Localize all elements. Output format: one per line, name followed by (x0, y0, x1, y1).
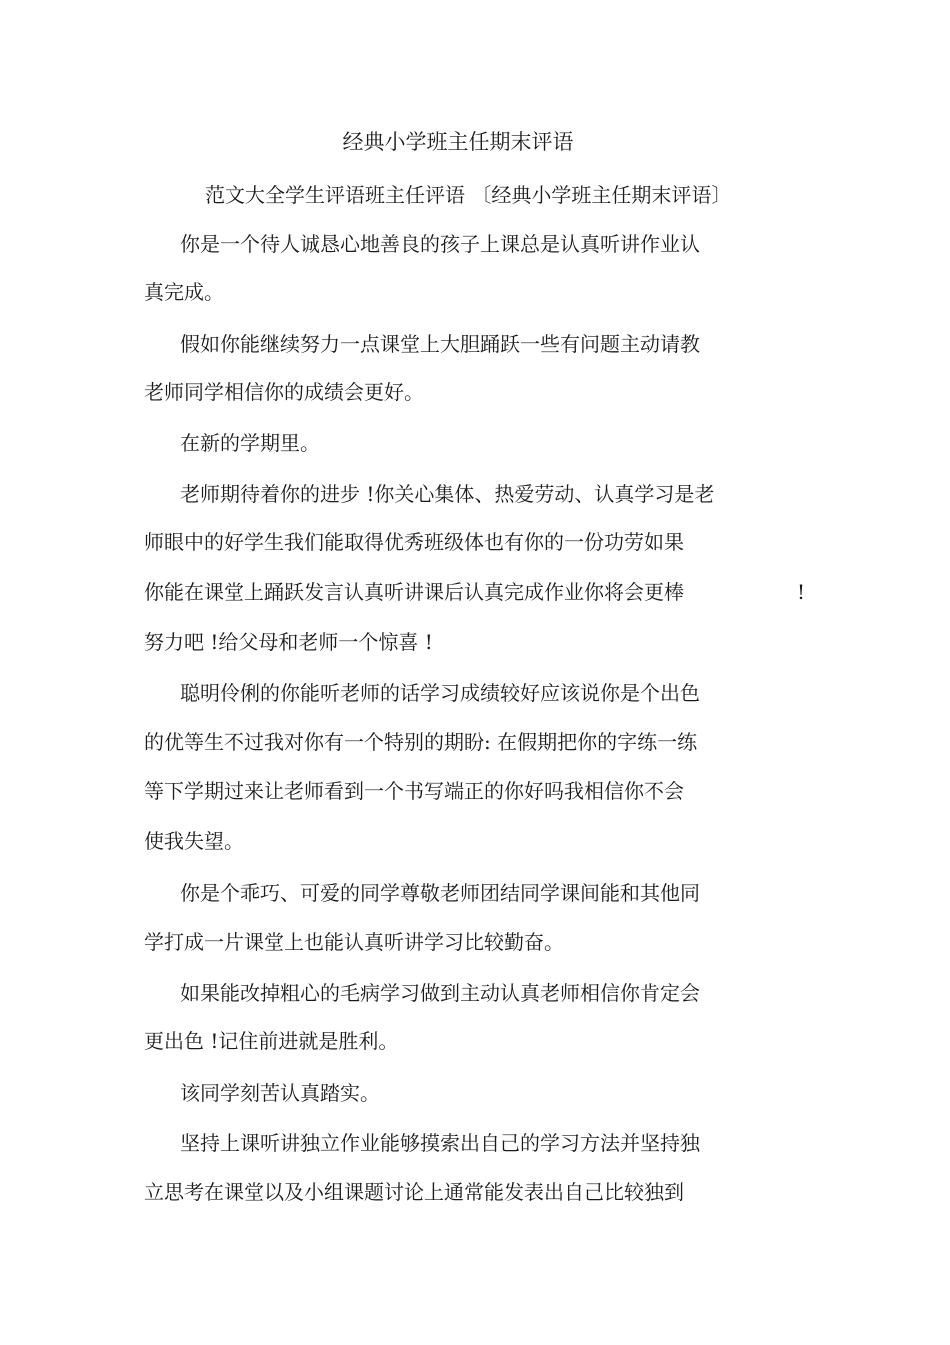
text-line: 老师同学相信你的成绩会更好。 (144, 380, 424, 404)
text-line: 你能在课堂上踊跃发言认真听讲课后认真完成作业你将会更棒 (144, 580, 684, 604)
text-line: 你是个乖巧、可爱的同学尊敬老师团结同学课间能和其他同 (180, 881, 700, 905)
text-line: 努力吧 !给父母和老师一个惊喜 ! (144, 630, 433, 654)
text-line: 真完成。 (144, 280, 224, 304)
document-subtitle: 范文大全学生评语班主任评语 〔经典小学班主任期末评语〕 (205, 183, 732, 207)
text-line: 老师期待着你的进步 !你关心集体、热爱劳动、认真学习是老 (180, 482, 715, 506)
text-line: 立思考在课堂以及小组课题讨论上通常能发表出自己比较独到 (144, 1180, 684, 1204)
text-line: 坚持上课听讲独立作业能够摸索出自己的学习方法并坚持独 (180, 1131, 700, 1155)
text-line: 学打成一片课堂上也能认真听讲学习比较勤奋。 (144, 930, 564, 954)
text-line: 在新的学期里。 (180, 431, 320, 455)
text-line: 如果能改掉粗心的毛病学习做到主动认真老师相信你肯定会 (180, 981, 700, 1005)
text-exclamation: ! (797, 580, 806, 604)
text-line: 该同学刻苦认真踏实。 (180, 1081, 380, 1105)
text-line: 等下学期过来让老师看到一个书写端正的你好吗我相信你不会 (144, 779, 684, 803)
text-line: 聪明伶俐的你能听老师的话学习成绩较好应该说你是个出色 (180, 681, 700, 705)
document-title: 经典小学班主任期末评语 (342, 130, 574, 154)
text-line: 师眼中的好学生我们能取得优秀班级体也有你的一份功劳如果 (144, 530, 684, 554)
text-line: 假如你能继续努力一点课堂上大胆踊跃一些有问题主动请教 (180, 332, 700, 356)
text-line: 更出色 !记住前进就是胜利。 (144, 1029, 399, 1053)
text-line: 的优等生不过我对你有一个特别的期盼: 在假期把你的字练一练 (144, 730, 698, 754)
text-line: 使我失望。 (144, 829, 244, 853)
text-line: 你是一个待人诚恳心地善良的孩子上课总是认真听讲作业认 (180, 232, 700, 256)
